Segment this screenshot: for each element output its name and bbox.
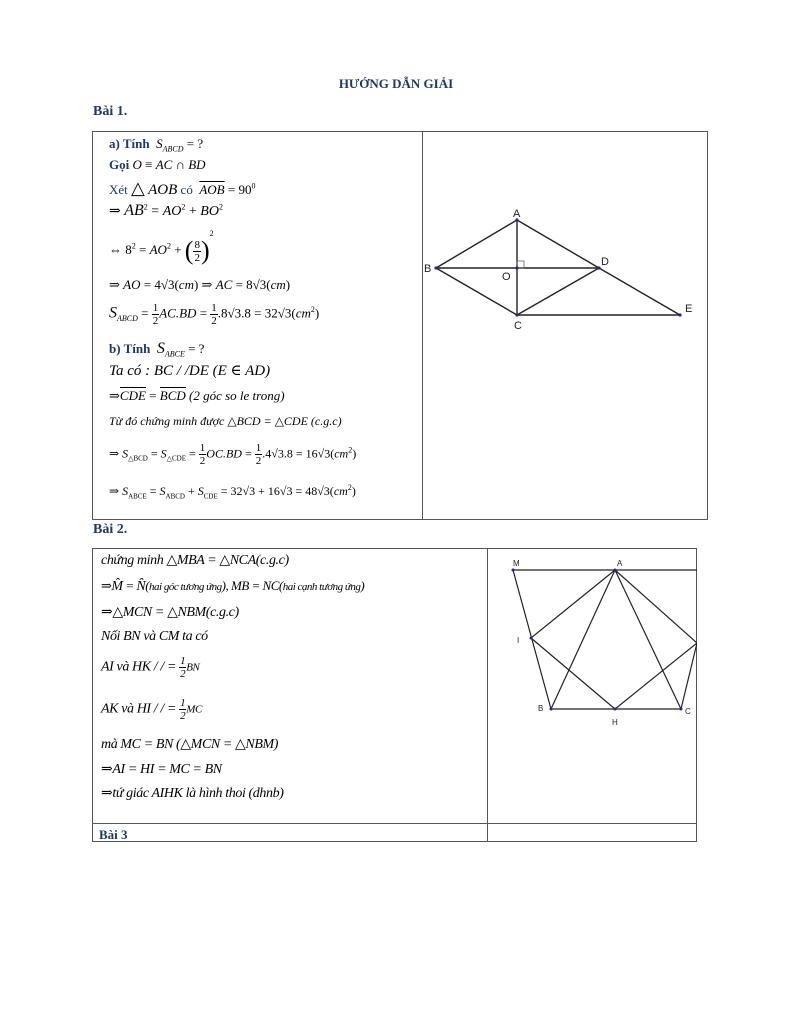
bai2-figure-label-c: C <box>685 707 691 716</box>
bai2-column-divider <box>487 549 488 841</box>
bai1-line-2: Gọi O ≡ AC ∩ BD <box>109 157 206 172</box>
bai1-line-1: a) Tính $S_{ABCD}$ = ? <box>109 136 204 154</box>
bai1-line-7: $S_{ABCD}$ = $\frac{1}{2}$ AC.BD = $\frac{1}{2}$ $.8√3.8 = 32√3(cm^2)$ <box>109 302 320 327</box>
bai1-line-6: ⇒ AO = 4√3(cm) ⇒ AC = 8√3(cm) <box>109 277 291 292</box>
bai2-figure-label-b: B <box>538 704 544 713</box>
bai2-row-divider <box>93 823 696 824</box>
bai1-table <box>92 131 708 520</box>
bai1-line-3: Xét △ AOB có $\overline{AOB} = 90^0$ <box>109 178 256 198</box>
bai2-line-9: ⇒tứ giác AIHK là hình thoi (dhnb) <box>101 786 284 801</box>
bai2-figure <box>501 555 697 735</box>
bai1-line-10: ⇒CDE = BCD (2 góc so le trong) <box>109 388 285 403</box>
bai2-table <box>92 548 697 842</box>
bai3-heading: Bài 3 <box>99 827 128 842</box>
bai1-line-9: Ta có : BC / /DE (E ∈ AD) <box>109 363 271 379</box>
bai1-figure-label-d: D <box>601 256 609 268</box>
bai2-line-5: AI và HK / / = $\frac{1}{2}$ BN <box>101 655 200 680</box>
bai2-figure-label-a: A <box>617 559 623 568</box>
bai1-line-5: ⇔ $8^2 = AO^2$ + ( $\frac{8}{2}$ )$^2$ <box>109 229 214 266</box>
bai2-line-1: chứng minh △MBA = △NCA(c.g.c) <box>101 553 289 568</box>
bai2-line-8: ⇒AI = HI = MC = BN <box>101 762 222 777</box>
bai1-line-13: ⇒ $S_{ABCE} = S_{ABCD} + S_{CDE} = 32√3 + 16√3 = 48√3(cm^2)$ <box>109 483 356 501</box>
bai2-line-2: ⇒M̂ = N̂(hai góc tương ứng), MB = NC(hai cạnh tương ứng) <box>101 578 365 594</box>
bai1-line-8: b) Tính $S_{ABCE}$ = ? <box>109 340 205 359</box>
bai1-line-12: ⇒ $S_{\triangle BCD} = S_{\triangle CDE}$ = $\frac{1}{2}$ OC.BD = $\frac{1}{2}$ $.4√3.8 = 16√3(cm^2)$ <box>109 442 357 467</box>
bai2-line-4: Nối BN và CM ta có <box>101 629 208 644</box>
bai2-figure-label-i: I <box>517 636 520 645</box>
bai1-figure-label-e: E <box>685 303 693 315</box>
bai2-line-3: ⇒△MCN = △NBM(c.g.c) <box>101 605 239 620</box>
bai1-figure-label-c: C <box>514 320 522 332</box>
bai1-figure-label-b: B <box>424 263 432 275</box>
bai2-figure-label-m: M <box>513 559 520 568</box>
bai1-heading: Bài 1. <box>93 104 128 119</box>
bai2-heading: Bài 2. <box>93 522 128 537</box>
bai1-line-11: Từ đó chứng minh được △BCD = △CDE (c.g.c) <box>109 414 342 428</box>
bai2-line-6: AK và HI / / = $\frac{1}{2}$ MC <box>101 697 202 722</box>
bai1-line-4: ⇒ $AB^2 = AO^2 + BO^2$ <box>109 202 223 219</box>
bai1-figure-rhombus <box>423 208 708 338</box>
bai1-figure-label-o: O <box>502 271 511 283</box>
bai2-figure-label-h: H <box>612 718 618 727</box>
bai1-figure-label-a: A <box>513 208 521 220</box>
bai2-line-7: mà MC = BN (△MCN = △NBM) <box>101 737 279 752</box>
page-title: HƯỚNG DẪN GIẢI <box>338 76 454 91</box>
